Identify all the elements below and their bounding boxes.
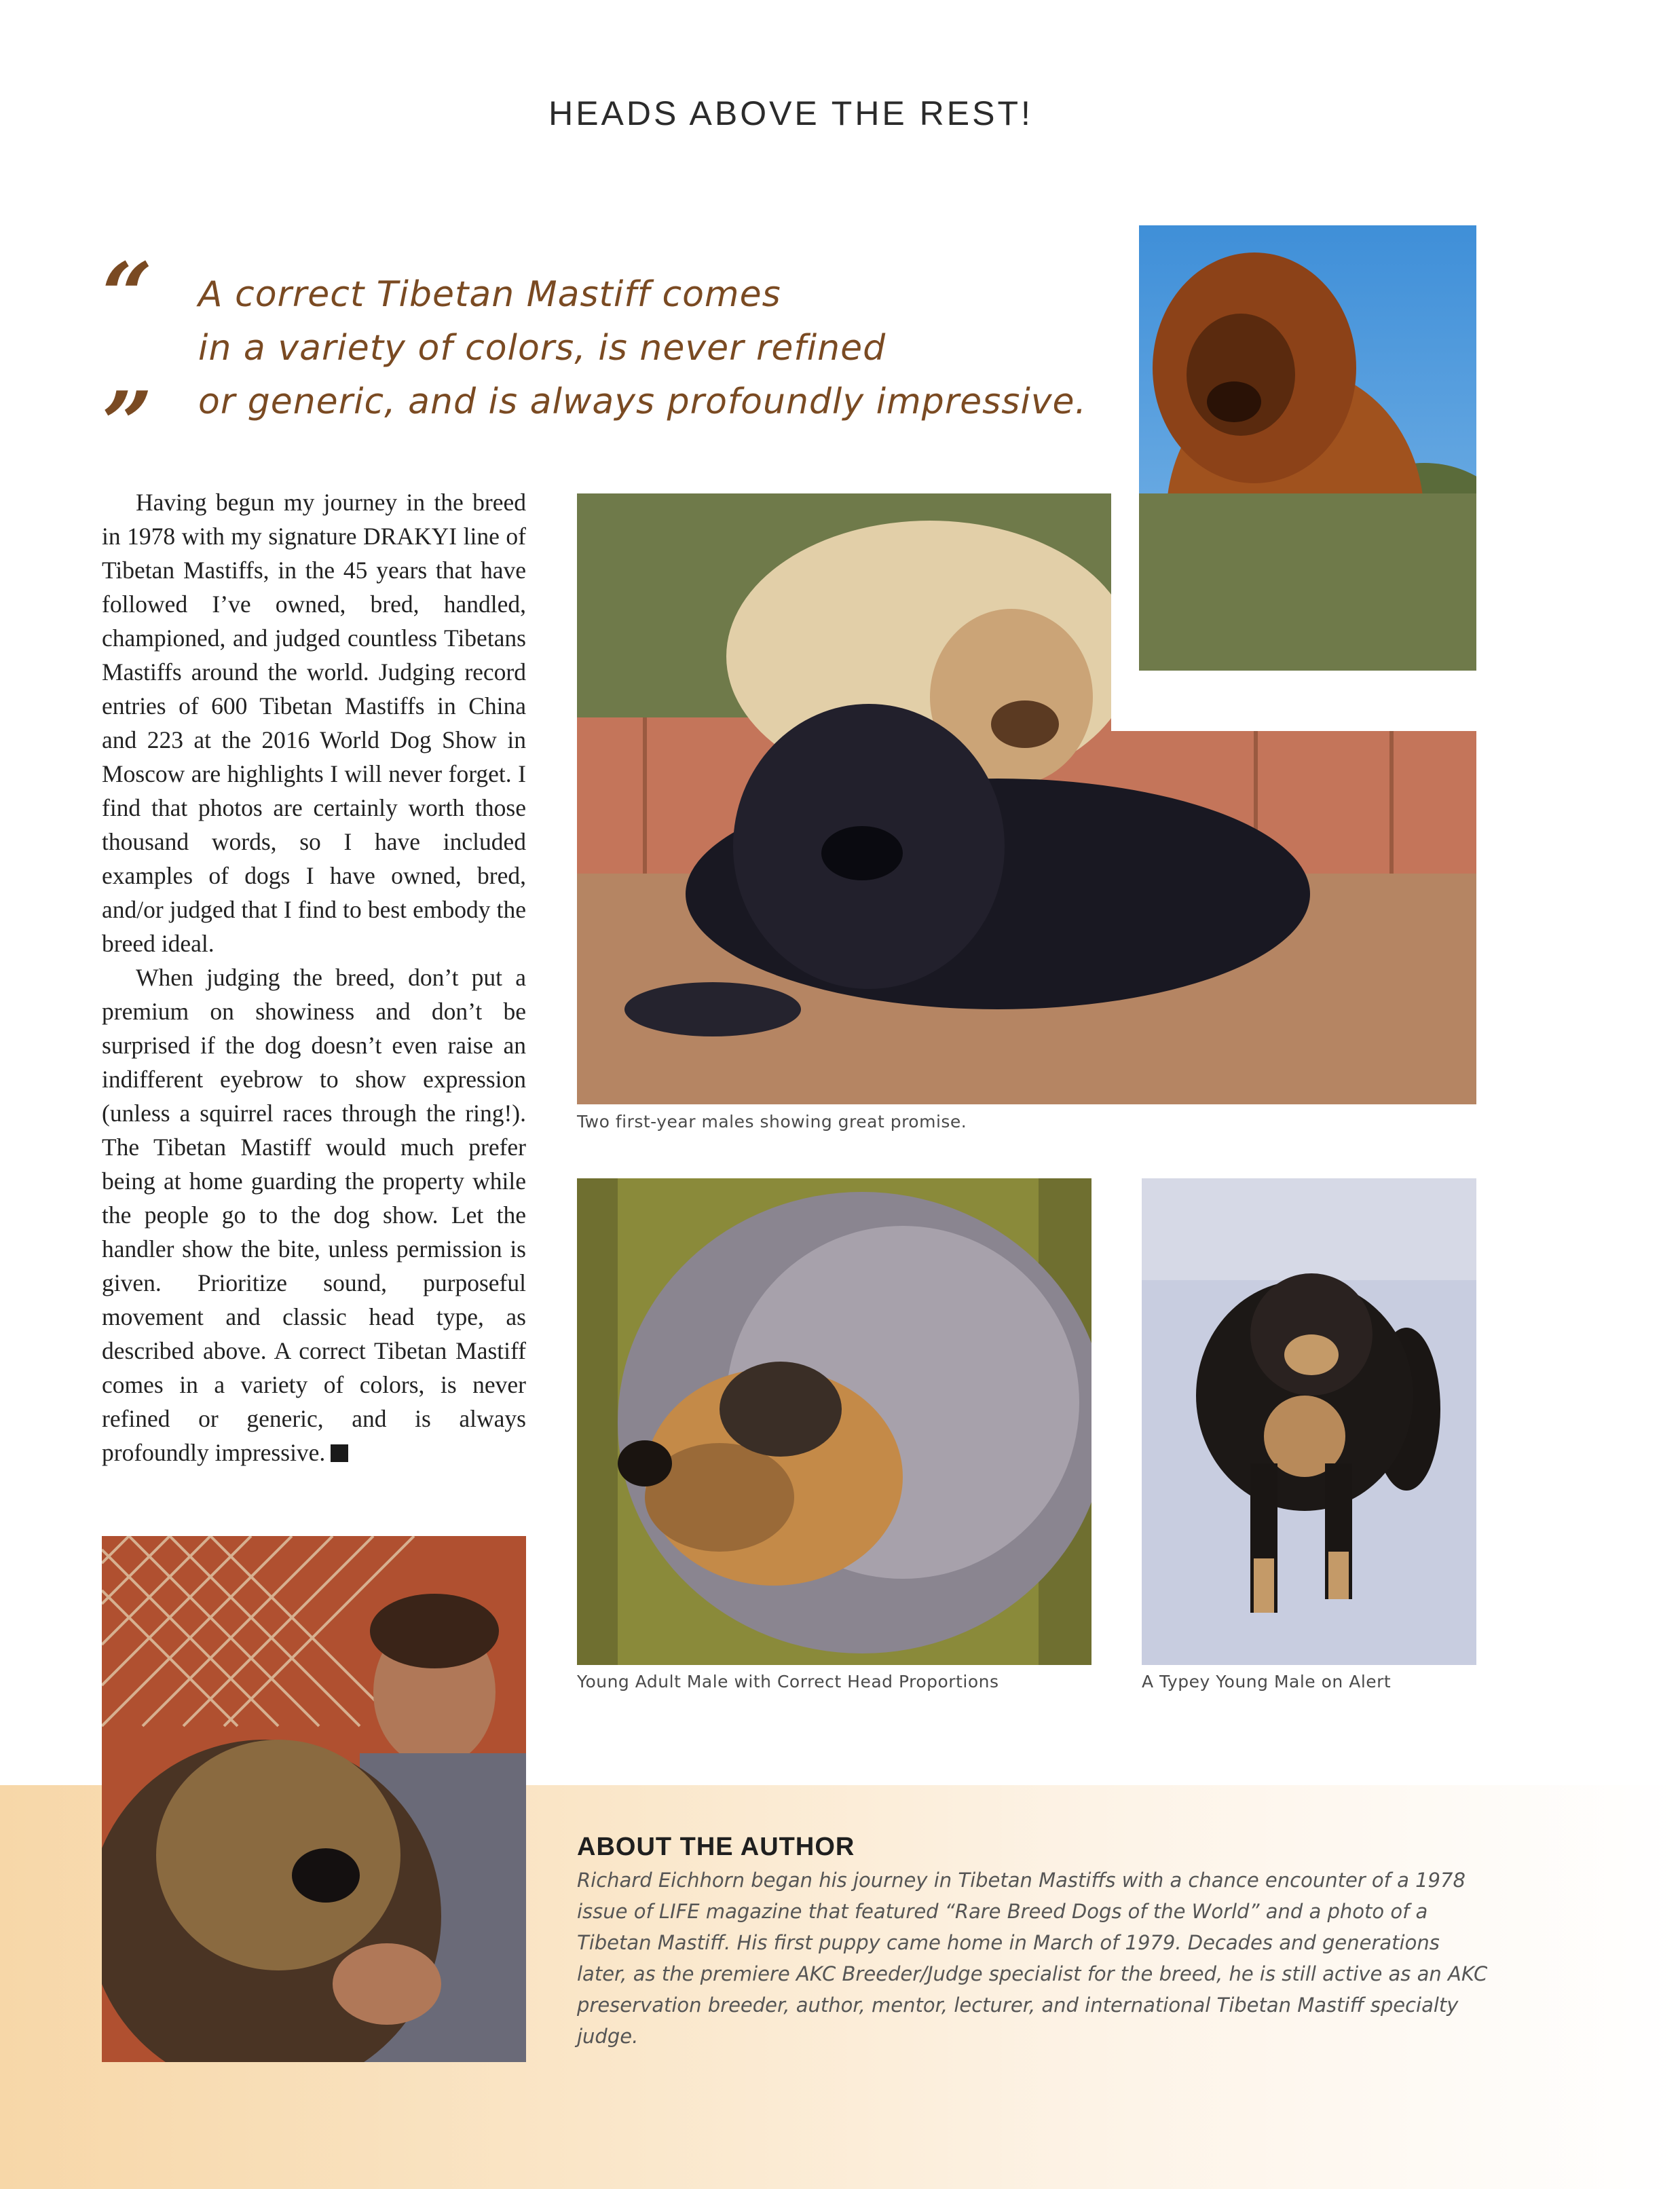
photo-head-male	[577, 1178, 1091, 1665]
page-header: HEADS ABOVE THE REST!	[548, 94, 1033, 132]
author-image	[102, 1536, 526, 2062]
body-paragraph	[102, 960, 526, 1470]
pull-quote-line: in a variety of colors, is never refined	[198, 328, 886, 369]
about-author-text: Richard Eichhorn began his journey in Tibetan Mastiffs with a chance encounter of a 1978 issue of LIFE magazine that featured “Rare Breed Dogs of the World” and a photo of a Tibetan Mastiff. His first puppy came home in March of 1979. Decades and generations later, as the premiere AKC Breeder/Judge specialist for the breed, he is still active as an AKC preservation breeder, author, mentor, lecturer, and international Tibetan Mastiff specialty judge.	[577, 1869, 1488, 2048]
caption-alert-male: A Typey Young Male on Alert	[1142, 1672, 1392, 1691]
about-author-heading: ABOUT THE AUTHOR	[577, 1833, 855, 1861]
body-paragraph: Having begun my journey in the breed in 1978 with my signature DRAKYI line of Tibetan Mastiffs, in the 45 years that have followed I’ve owned, bred, handled, championed, and judged countless Tibetans Mastiffs around the world. Judging record entries of 600 Tibetan Mastiffs in China and 223 at the 2016 World Dog Show in Moscow are highlights I will never forget. I find that photos are certainly worth those thousand words, so I have included examples of dogs I have owned, bred, and/or judged that I find to best embody the breed ideal.	[102, 489, 526, 957]
end-mark-icon	[331, 1444, 348, 1462]
caption-head-male: Young Adult Male with Correct Head Proportions	[577, 1672, 999, 1691]
alert-male-image	[1142, 1178, 1476, 1665]
caption-two-males: Two first-year males showing great promise.	[577, 1112, 967, 1131]
photo-two-males	[577, 493, 1476, 1104]
pull-quote-line: or generic, and is always profoundly impressive.	[198, 381, 1087, 422]
layout-notch	[1111, 671, 1476, 731]
photo-author	[102, 1536, 526, 2062]
body-paragraph-text: When judging the breed, don’t put a premium on showiness and don’t be surprised if the dog doesn’t even raise an indifferent eyebrow to show expression (unless a squirrel races through the ring!). The Tibetan Mastiff would much prefer being at home guarding the property while the people go to the dog show. Let the handler show the bite, unless permission is given. Prioritize sound, purposeful movement and classic head type, as described above. A correct Tibetan Mastiff comes in a variety of colors, is never refined or generic, and is always profoundly impressive.	[102, 964, 526, 1466]
open-quote-mark: “	[102, 243, 153, 347]
two-males-image	[577, 493, 1476, 1104]
close-quote-mark: ”	[102, 372, 153, 476]
pull-quote-line: A correct Tibetan Mastiff comes	[198, 274, 781, 315]
article-body	[102, 485, 526, 1470]
head-male-image	[577, 1178, 1091, 1665]
photo-alert-male	[1142, 1178, 1476, 1665]
pull-quote	[198, 268, 1162, 429]
